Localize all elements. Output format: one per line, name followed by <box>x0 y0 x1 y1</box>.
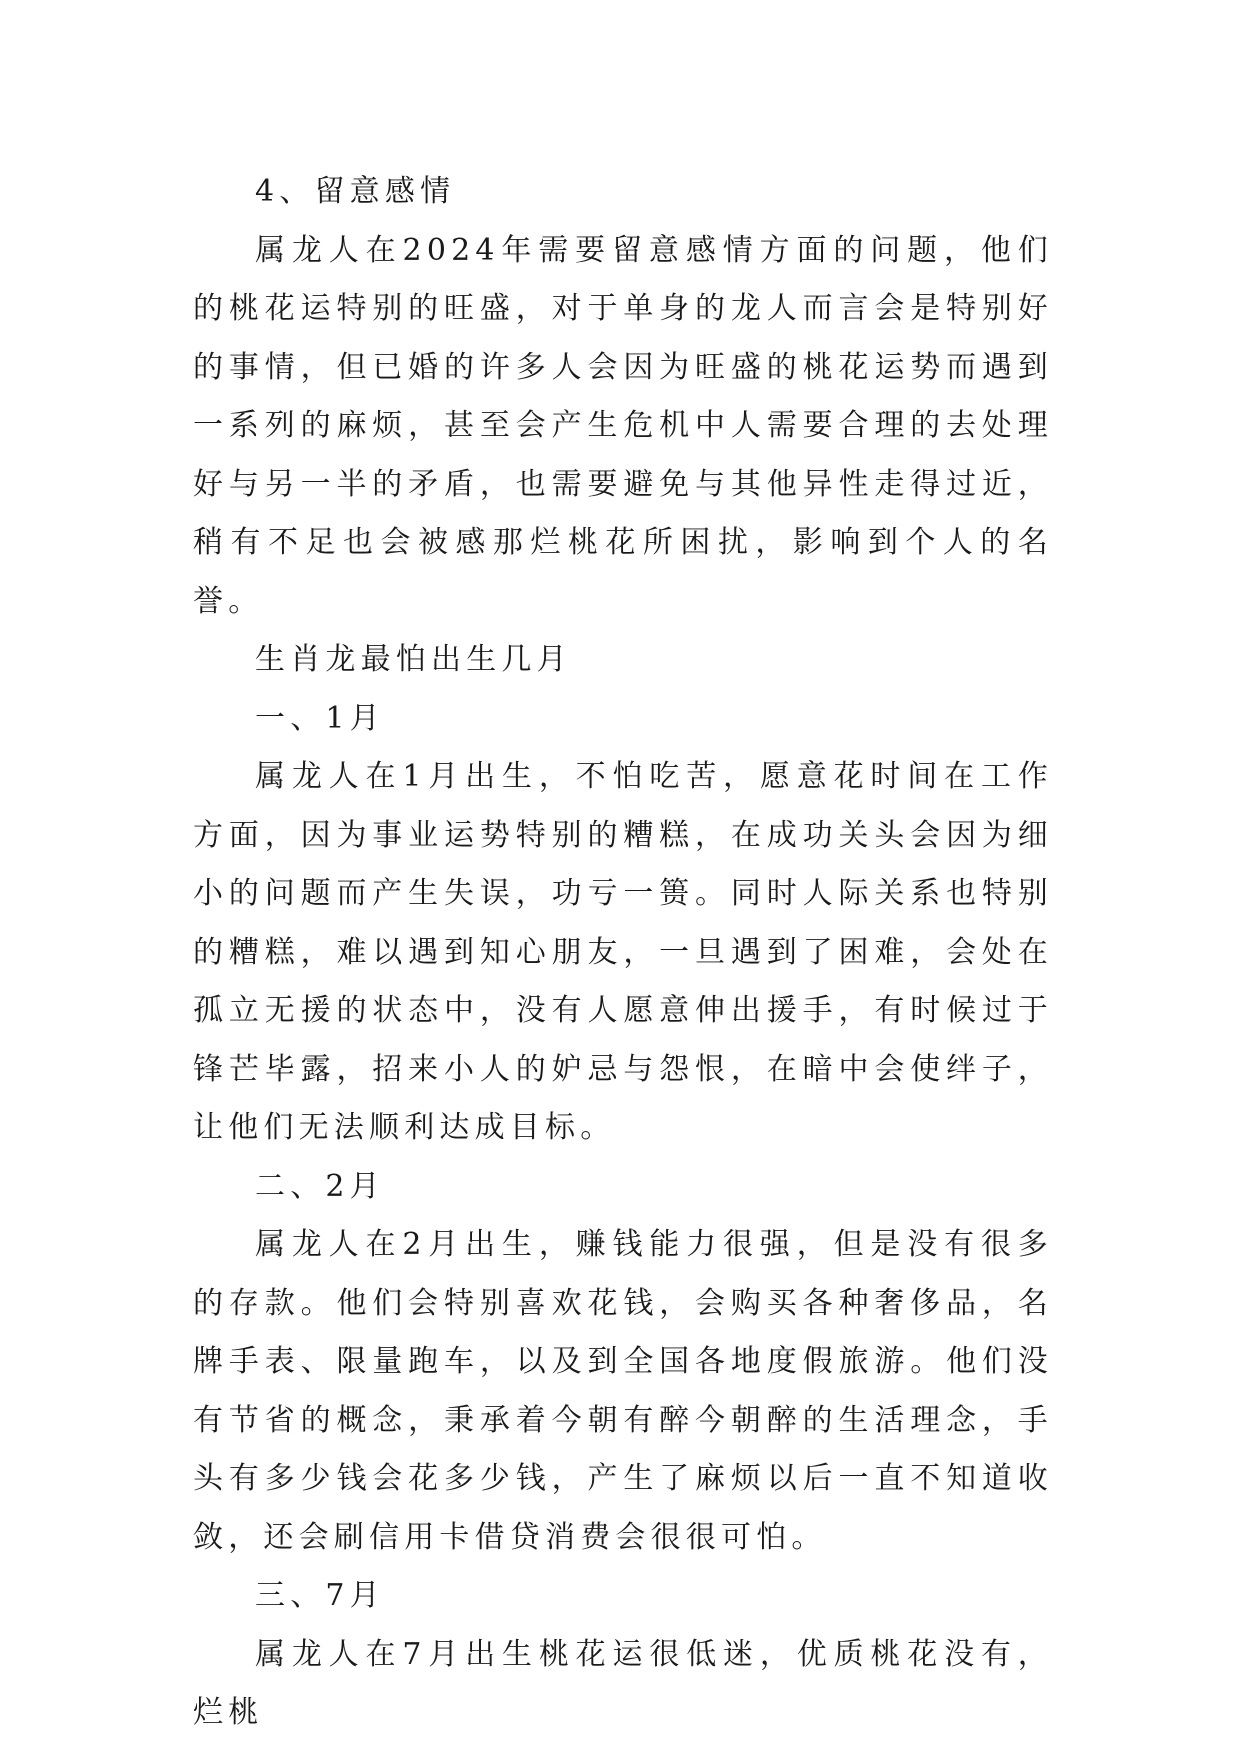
section-heading: 生肖龙最怕出生几月 <box>255 642 572 677</box>
section-heading: 4、留意感情 <box>255 174 456 209</box>
section-heading: 一、1月 <box>255 700 385 736</box>
section-heading: 二、2月 <box>255 1168 385 1204</box>
body-paragraph: 属龙人在2月出生，赚钱能力很强，但是没有很多的存款。他们会特别喜欢花钱，会购买各种奢侈品，名牌手表、限量跑车，以及到全国各地度假旅游。他们没有节省的概念，秉承着今朝有醉今朝醉的生活理念，手头有多少钱会花多少钱，产生了麻烦以后一直不知道收敛，还会刷信用卡借贷消费会很很可怕。 <box>193 1227 1053 1555</box>
section-heading: 三、7月 <box>255 1578 385 1613</box>
body-paragraph: 属龙人在7月出生桃花运很低迷，优质桃花没有，烂桃 <box>193 1636 1053 1730</box>
document-body <box>193 163 1053 1743</box>
body-paragraph: 属龙人在1月出生，不怕吃苦，愿意花时间在工作方面，因为事业运势特别的糟糕，在成功关头会因为细小的问题而产生失误，功亏一篑。同时人际关系也特别的糟糕，难以遇到知心朋友，一旦遇到了困难，会处在孤立无援的状态中，没有人愿意伸出援手，有时候过于锋芒毕露，招来小人的妒忌与怨恨，在暗中会使绊子，让他们无法顺利达成目标。 <box>193 759 1053 1145</box>
body-paragraph: 属龙人在2024年需要留意感情方面的问题，他们的桃花运特别的旺盛，对于单身的龙人而言会是特别好的事情，但已婚的许多人会因为旺盛的桃花运势而遇到一系列的麻烦，甚至会产生危机中人需要合理的去处理好与另一半的矛盾，也需要避免与其他异性走得过近，稍有不足也会被感那烂桃花所困扰，影响到个人的名誉。 <box>193 232 1053 619</box>
